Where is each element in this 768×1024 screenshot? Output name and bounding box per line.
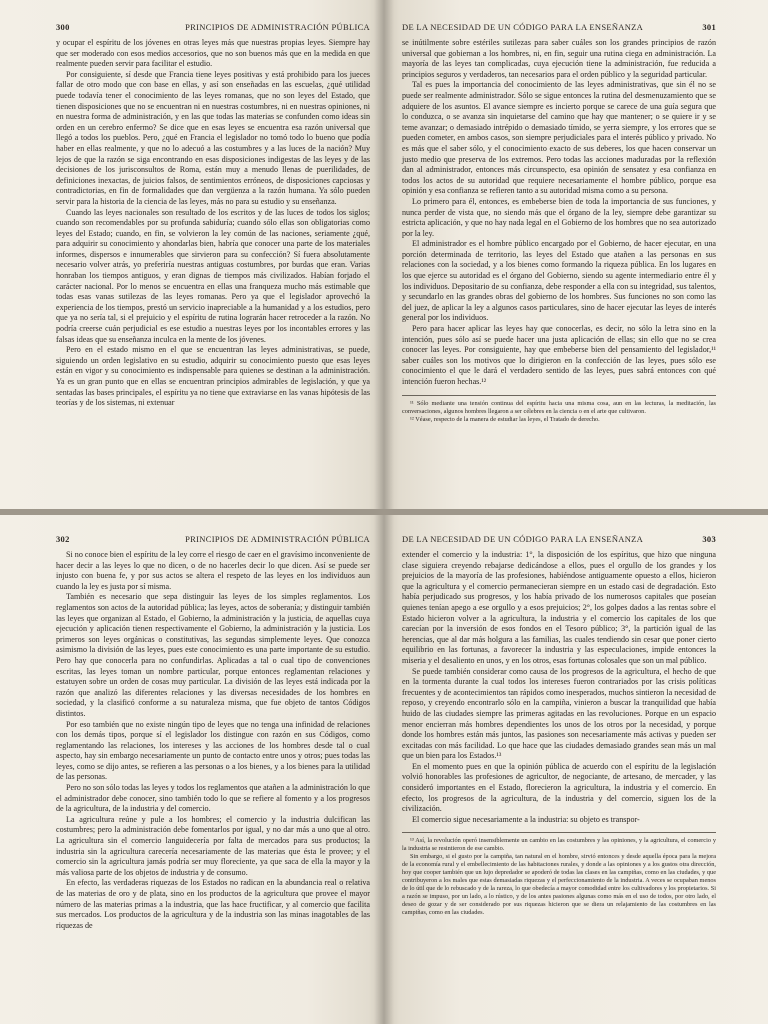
paragraph: y ocupar el espíritu de los jóvenes en otras leyes más que nuestras propias leyes. Siempre hay que ser moderado con esos medios accesorios, que no son buenos más que en la medida en que realmente pueden servir para facilitar el estudio.: [56, 38, 370, 69]
page-number: 301: [702, 22, 716, 32]
page-body: [402, 550, 716, 825]
running-head: DE LA NECESIDAD DE UN CÓDIGO PARA LA ENSEÑANZA: [402, 534, 644, 544]
page-number: 302: [56, 534, 70, 544]
paragraph: Tal es pues la importancia del conocimiento de las leyes administrativas, que sin él no se puede ser realmente administrador. Sólo se sigue entonces la rutina del desmenuzamiento que se adquiere de los asuntos. El avance siempre es incierto porque se carece de una guía segura que lo conduzca, o se avanza sin inquietarse del camino que hay que mantener; o se quiere ir y se teme avanzar; o demasiado intrépido o demasiado tímido, se yerra siempre, y los errores que se pueden cometer, en ambos casos, son siempre perjudiciales para el interés público y privado. No es más que el saber sólo, y el conocimiento exacto de sus deberes, los que hacen conservar un justo medio que preserva de los extremos. Pero todas las acciones maduradas por la reflexión dan al administrador, entonces más circunspecto, esa opinión de sensatez y esa confianza en todos los actos de su autoridad que requiere necesariamente el hombre público, porque esa opinión y esa confianza se refieren tanto a su autoridad misma como a su persona.: [402, 80, 716, 196]
page-number: 303: [702, 534, 716, 544]
footnote: ¹² Véase, respecto de la manera de estudiar las leyes, el Tratado de derecho.: [410, 415, 600, 423]
page-301: [384, 0, 768, 512]
paragraph: extender el comercio y la industria: 1°, la disposición de los espíritus, que hizo que ninguna clase siguiera creyendo rebajarse dedicándose a ellos, pues el orgullo de los grandes y los prejuicios de la mayoría de las profesiones, habiéndose antiguamente opuesto a ellos, hicieron que la agricultura y el comercio permanecieran siempre en un estado casi de degradación. Esto había perjudicado sus progresos, y los había privado de los numerosos capitales que poseían quienes tenían apego a ese orgullo y a esos prejuicios; 2°, los golpes dados a las rentas sobre el Estado hicieron volver a la agricultura, la industria y el comercio los capitales de los que carecían por la inversión de esos fondos en el Tesoro público; 3°, la partición igual de las herencias, que al dar más holgura a las familias, las cuales tendiendo sin cesar que poner cierto equilibrio en las fortunas, a favorecer la industria y las especulaciones, impide entonces la miseria y el desaliento en unos, y en los otros, esas fortunas colosales que son un mal público.: [402, 550, 716, 665]
paragraph: La agricultura reúne y pule a los hombres; el comercio y la industria dulcifican las costumbres; pero la administración debe fomentarlos por igual, y no dar más a uno que al otro. La agricultura sin el comercio languidecería por falta de mercados para sus productos; la industria sin la agricultura carecería necesariamente de las materias que ésta le provee; y el comercio sin la agricultura jamás podría ser muy floreciente, ya que saca de ella la mayor y la más valiosa parte de los objetos de industria y de consumo.: [56, 814, 370, 877]
paragraph: Pero para hacer aplicar las leyes hay que conocerlas, es decir, no sólo la letra sino en la intención, pues sólo así se puede hacer una justa aplicación de ellas; sin ello que no se crea conocer las leyes. Por consiguiente, hay que embeberse bien del pensamiento del legislador,¹¹ saber cuáles son los motivos que lo dirigieron en la confección de las leyes, pues sólo ese conocimiento el que le dará el verdadero sentido de las leyes, pues sabrá entonces con qué intención fueron hechas.¹²: [402, 324, 716, 386]
page-header: [56, 534, 370, 544]
page-header: [56, 22, 370, 32]
page-header: [402, 534, 716, 544]
paragraph: se inútilmente sobre estériles sutilezas para saber cuáles son los grandes principios de razón universal que gobiernan a los hombres, ni, en fin, seguir una rutina ciega en administración. La mayoría de las leyes tan complicadas, cuya ejecución tiene la administración, fue reducida a principios seguros y verdaderos, tan necesarios para el orden público y la seguridad particular.: [402, 38, 716, 79]
paragraph: En efecto, las verdaderas riquezas de los Estados no radican en la abundancia real o relativa de las materias de oro y de plata, sino en los productos de la agricultura que provee el mayor número de las materias primas a la industria, que las hace fructificar, y al comercio que facilita sus mercados. Los productos de la agricultura y de la industria son las minas inagotables de las riquezas de: [56, 878, 370, 930]
paragraph: Pero no son sólo todas las leyes y todos los reglamentos que atañen a la administración lo que el administrador debe conocer, sino también todo lo que se refiere al fomento y a los progresos de la agricultura, de la industria y del comercio.: [56, 783, 370, 814]
page-300: [0, 0, 384, 512]
footnote: ¹³ Así, la revolución operó insensiblemente un cambio en las costumbres y las opiniones, y la agricultura, el comercio y la industria se resintieron de ese cambio.: [402, 837, 716, 853]
paragraph: También es necesario que sepa distinguir las leyes de los simples reglamentos. Los reglamentos son actos de la autoridad pública; las leyes, actos de soberanía; y distinguir también las leyes que organizan al Estado, el Gobierno, la administración y la justicia, de aquellas cuya ejecución y aplicación tienen respectivamente el Gobierno, la administración y la justicia. Los primeros son leyes orgánicas o constitutivas, las segundas simplemente leyes. Que conozca asimismo la división de las leyes, pues este conocimiento es una parte importante de su estudio. Pero hay que conocerla para no confundirlas. Aplicadas a tal o cual tipo de convenciones escritas, las leyes toman un nombre particular, porque entonces reglamentan relaciones y estatuyen sobre un orden de cosas muy particular. La división de las leyes está indicada por la razón que analizó las diferentes relaciones y las diversas necesidades de los hombres en sociedad, y la clasificó conforme a su naturaleza misma, que fue objeto de tantos Códigos distintos.: [56, 592, 370, 718]
footnotes: [402, 395, 716, 424]
page-number: 300: [56, 22, 70, 32]
paragraph: Lo primero para él, entonces, es embeberse bien de toda la importancia de sus funciones, y nunca perder de vista que, no siendo más que el órgano de la ley, siempre debe garantizar su estricta aplicación, y que no hay nada legal en el Gobierno de los hombres que no sea autorizado por la ley.: [402, 196, 716, 238]
page-body: [56, 550, 370, 931]
book-gutter: [374, 512, 394, 1024]
paragraph: Pero en el estado mismo en el que se encuentran las leyes administrativas, se puede, siguiendo un orden legislativo en su estudio, adquirir su conocimiento puesto que esas leyes están en vigor y su conocimiento es indispensable para quienes se destinan a la administración. Ya es un gran punto que en ellas se encuentran principios admirables de legislación, y que ya sentadas las bases principales, el espíritu ya no tiene que extraviarse en las vanas hipótesis de las teorías y de los sistemas, ni extenuar: [56, 345, 370, 408]
page-body: [402, 38, 716, 388]
paragraph: Cuando las leyes nacionales son resultado de los escritos y de las luces de todos los siglos; cuando son recomendables por su profunda sabiduría; cuando sólo ellas son obligatorias como leyes del Estado; cuando, en fin, se volvieron la ley común de las naciones, seriamente ¿qué, para adquirir su conocimiento y ahondarlas bien, habría que conocer una parte de los materiales informes, dispersos e innumerables que sirvieron para su confección? Sí fuera absolutamente necesario volver atrás, yo preferiría nuestras antiguas costumbres, por burdas que eran. Varias honraban los tiempos antiguos, y eran dignas de tiempos más civilizados. Habían forjado el carácter nacional. Por lo menos se encuentra en ellas una franqueza mucho más estimable que todas esas vanas sutilezas de las leyes romanas. Pero ya que el legislador aprovechó la experiencia de los tiempos, prestó un servicio inapreciable a la humanidad y a los estudios, pero que ya no sería tal, si el prejuicio y el espíritu de rutina lograrán hacer retroceder a la razón. No podría creerse cuán perjudicial es ese estudio a nuestras leyes por los incontables errores y las falsas ideas que su enseñanza inculca en la mente de los jóvenes.: [56, 207, 370, 344]
paragraph: Si no conoce bien el espíritu de la ley corre el riesgo de caer en el gravísimo inconveniente de hacer decir a las leyes lo que no dicen, o de no hacerles decir lo que dicen. Así se puede ser injusto con buena fe, y por sus actos se altera el respeto de las leyes en los individuos aun cuando la ley es justa por sí misma.: [56, 550, 370, 591]
running-head: DE LA NECESIDAD DE UN CÓDIGO PARA LA ENSEÑANZA: [402, 22, 644, 32]
spread-bottom: [0, 512, 768, 1024]
page-302: [0, 512, 384, 1024]
paragraph: El comercio sigue necesariamente a la industria: su objeto es transpor-: [412, 814, 640, 824]
paragraph: El administrador es el hombre público encargado por el Gobierno, de hacer ejecutar, en una porción determinada de territorio, las leyes del Estado que atañen a las personas en sus relaciones con la sociedad, y a los bienes como formando la riqueza pública. En los lugares en los que ejerce su autoridad es el órgano del Gobierno, siendo su agente intermediario entre él y los individuos. Depositario de su confianza, debe responder a ella con su integridad, sus talentos, y secundarlo en las grandes obras del gobierno de los hombres. Sus funciones no son como las del juez, de aplicar la ley a algunos casos particulares, sino de hacer ejecutar las leyes de interés general por los individuos.: [402, 239, 716, 323]
running-head: PRINCIPIOS DE ADMINISTRACIÓN PÚBLICA: [185, 534, 370, 544]
paragraph: Por consiguiente, sí desde que Francia tiene leyes positivas y está prohibido para los jueces fallar de otro modo que con base en ellas, y así son enseñadas en las escuelas, ¿qué utilidad puede todavía tener el conocimiento de las leyes romanas, que no son leyes del Estado, que tienen disposiciones que no se encuentran ni en nuestras costumbres, ni en nuestras opiniones, ni en nuestra forma de administración, y en las que todas las materias se confunden como ideas sin orden en un cerebro enfermo? Se dice que en esas leyes se encuentra esa razón universal que llegó a todos los pueblos. Pero, ¿qué en Francia el legislador no tomó todo lo bueno que podía haber en ellas realmente, y que no lo adecuó a las costumbres y a las luces de la nación? Muy lejos de que la razón se siga encontrando en esas disposiciones indigestas de las leyes y de las decisiones de los jurisconsultos de Roma, están muy a menudo llenas de puerilidades, de definiciones inexactas, de juicios falsos, de sentimientos erróneos, de disposiciones capciosas y contradictorias, en fin de formalidades que dan vergüenza a la razón humana. Ya sólo pueden servir para la historia de la ciencia de las leyes, más no para su estudio y su enseñanza.: [56, 69, 370, 206]
page-body: [56, 38, 370, 409]
paragraph: Se puede también considerar como causa de los progresos de la agricultura, el hecho de que en la tormenta durante la cual todos los intereses fueron contrariados por las crisis políticas frecuentes y de acontecimientos tan rápidos como inesperados, muchos sintieron la necesidad de reposo, y creyendo encontrarlo sólo en la campiña, vinieron a buscar la tranquilidad que había huido de las ciudades siempre las primeras agitadas en las revoluciones. Porque en un espacio menor encierran más hombres dependientes los unos de los otros por la necesidad, y porque donde los hombres están más juntos, las pasiones son necesariamente más activas y pueden ser excitadas con más facilidad. Lo que hace que las ciudades demasiado grandes sean más un mal que un bien para los Estados.¹³: [402, 666, 716, 761]
scan-divider: [0, 509, 768, 515]
running-head: PRINCIPIOS DE ADMINISTRACIÓN PÚBLICA: [185, 22, 370, 32]
footnote: Sin embargo, si el gusto por la campiña, tan natural en el hombre, sirvió entonces y desde aquella época para la mejora de la economía rural y el embellecimiento de las habitaciones rurales, y donde a las opiniones y a los gustos otra dirección, hoy que cooper también que un lujo depredador se apoderó de todas las clases en las campiñas, como en las ciudades, y que contribuyeron a los males que estas demasiadas riquezas y el perfeccionamiento de la industria. A veces se ocupaban menos de lo útil que de lo rebuscado y de la rareza, lo que obedecía a mayor comodidad entre los cultivadores y los propietarios. Si a razón se impuso, por un lado, a lo rústico, y de los antes pasiones algunas como más en el uso de todos, por otro lado, el deseo de gozar y de ser considerado por sus riquezas hicieron que se diera un relajamiento de las costumbres en las campiñas, como en las ciudades.: [402, 853, 716, 917]
paragraph: En el momento pues en que la opinión pública de acuerdo con el espíritu de la legislación volvió honorables las profesiones de agricultor, de negociante, de artesano, de mercader, y las consideró importantes en el Estado, florecieron la agricultura, la industria y el comercio. En efecto, los progresos de la agricultura, de la industria y del comercio, siguen los de la civilización.: [402, 761, 716, 814]
page-303: [384, 512, 768, 1024]
paragraph: Por eso también que no existe ningún tipo de leyes que no tenga una infinidad de relaciones con los demás tipos, porque sí el legislador los distingue con razón en sus Códigos, como reglamentando las relaciones, los intereses y las acciones de los hombres desde tal o cual aspecto, hay sin embargo necesariamente un punto de contacto entre unos y otros; pues todas las leyes, como se dijo antes, se refieren a las personas o a los bienes, y a los bienes para la utilidad de las personas.: [56, 719, 370, 782]
page-header: [402, 22, 716, 32]
footnote: ¹¹ Sólo mediante una tensión continua del espíritu hacia una misma cosa, aun en las lecturas, la meditación, las conversaciones, algunos hombres llegaron a ser célebres en la ciencia o en el arte que cultivaron.: [402, 399, 716, 415]
book-gutter: [374, 0, 394, 512]
footnotes: [402, 832, 716, 917]
